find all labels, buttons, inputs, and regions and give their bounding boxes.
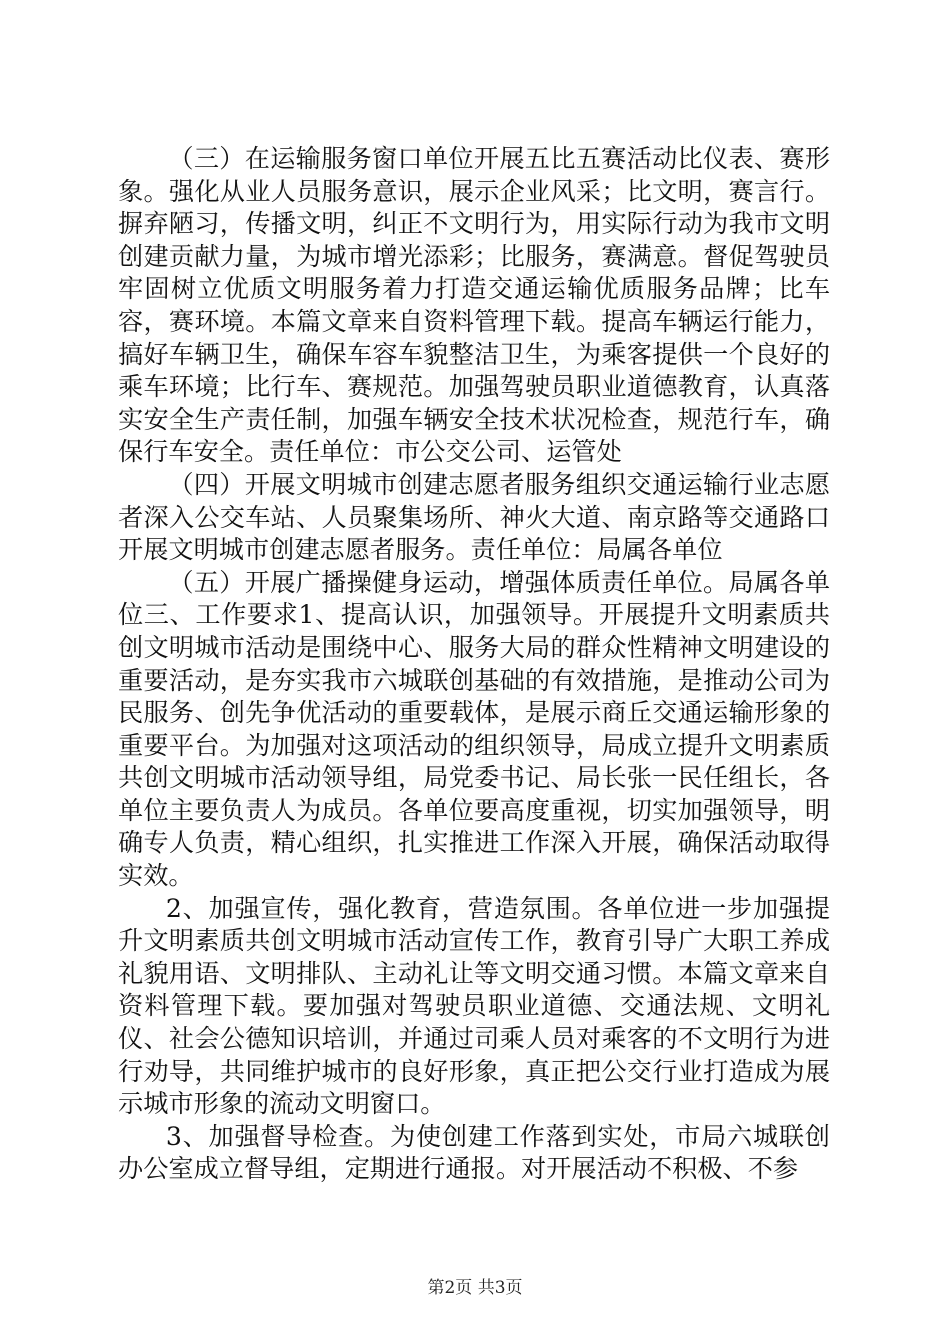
paragraph-section-5: （五）开展广播操健身运动，增强体质责任单位。局属各单位三、工作要求1、提高认识，加强领导。开展提升文明素质共创文明城市活动是围绕中心、服务大局的群众性精神文明建设的重要活动，是夯实我市六城联创基础的有效措施，是推动公司为民服务、创先争优活动的重要载体，是展示商丘交通运输形象的重要平台。为加强对这项活动的组织领导，局成立提升文明素质共创文明城市活动领导组，局党委书记、局长张一民任组长，各单位主要负责人为成员。各单位要高度重视，切实加强领导，明确专人负责，精心组织，扎实推进工作深入开展，确保活动取得实效。 [118, 567, 830, 891]
document-body [118, 143, 830, 1186]
paragraph-requirement-2: 2、加强宣传，强化教育，营造氛围。各单位进一步加强提升文明素质共创文明城市活动宣传工作，教育引导广大职工养成礼貌用语、文明排队、主动礼让等文明交通习惯。本篇文章来自资料管理下载。要加强对驾驶员职业道德、交通法规、文明礼仪、社会公德知识培训，并通过司乘人员对乘客的不文明行为进行劝导，共同维护城市的良好形象，真正把公交行业打造成为展示城市形象的流动文明窗口。 [118, 893, 830, 1119]
paragraph-section-4: （四）开展文明城市创建志愿者服务组织交通运输行业志愿者深入公交车站、人员聚集场所、神火大道、南京路等交通路口开展文明城市创建志愿者服务。责任单位：局属各单位 [118, 469, 830, 565]
paragraph-section-3: （三）在运输服务窗口单位开展五比五赛活动比仪表、赛形象。强化从业人员服务意识，展示企业风采；比文明，赛言行。摒弃陋习，传播文明，纠正不文明行为，用实际行动为我市文明创建贡献力量，为城市增光添彩；比服务，赛满意。督促驾驶员牢固树立优质文明服务着力打造交通运输优质服务品牌；比车容，赛环境。本篇文章来自资料管理下载。提高车辆运行能力，搞好车辆卫生，确保车容车貌整洁卫生，为乘客提供一个良好的乘车环境；比行车、赛规范。加强驾驶员职业道德教育，认真落实安全生产责任制，加强车辆安全技术状况检查，规范行车，确保行车安全。责任单位：市公交公司、运管处 [118, 144, 830, 467]
page-number-footer: 第2页 共3页 [427, 1278, 523, 1298]
paragraph-requirement-3: 3、加强督导检查。为使创建工作落到实处，市局六城联创办公室成立督导组，定期进行通报。对开展活动不积极、不参 [118, 1121, 830, 1184]
